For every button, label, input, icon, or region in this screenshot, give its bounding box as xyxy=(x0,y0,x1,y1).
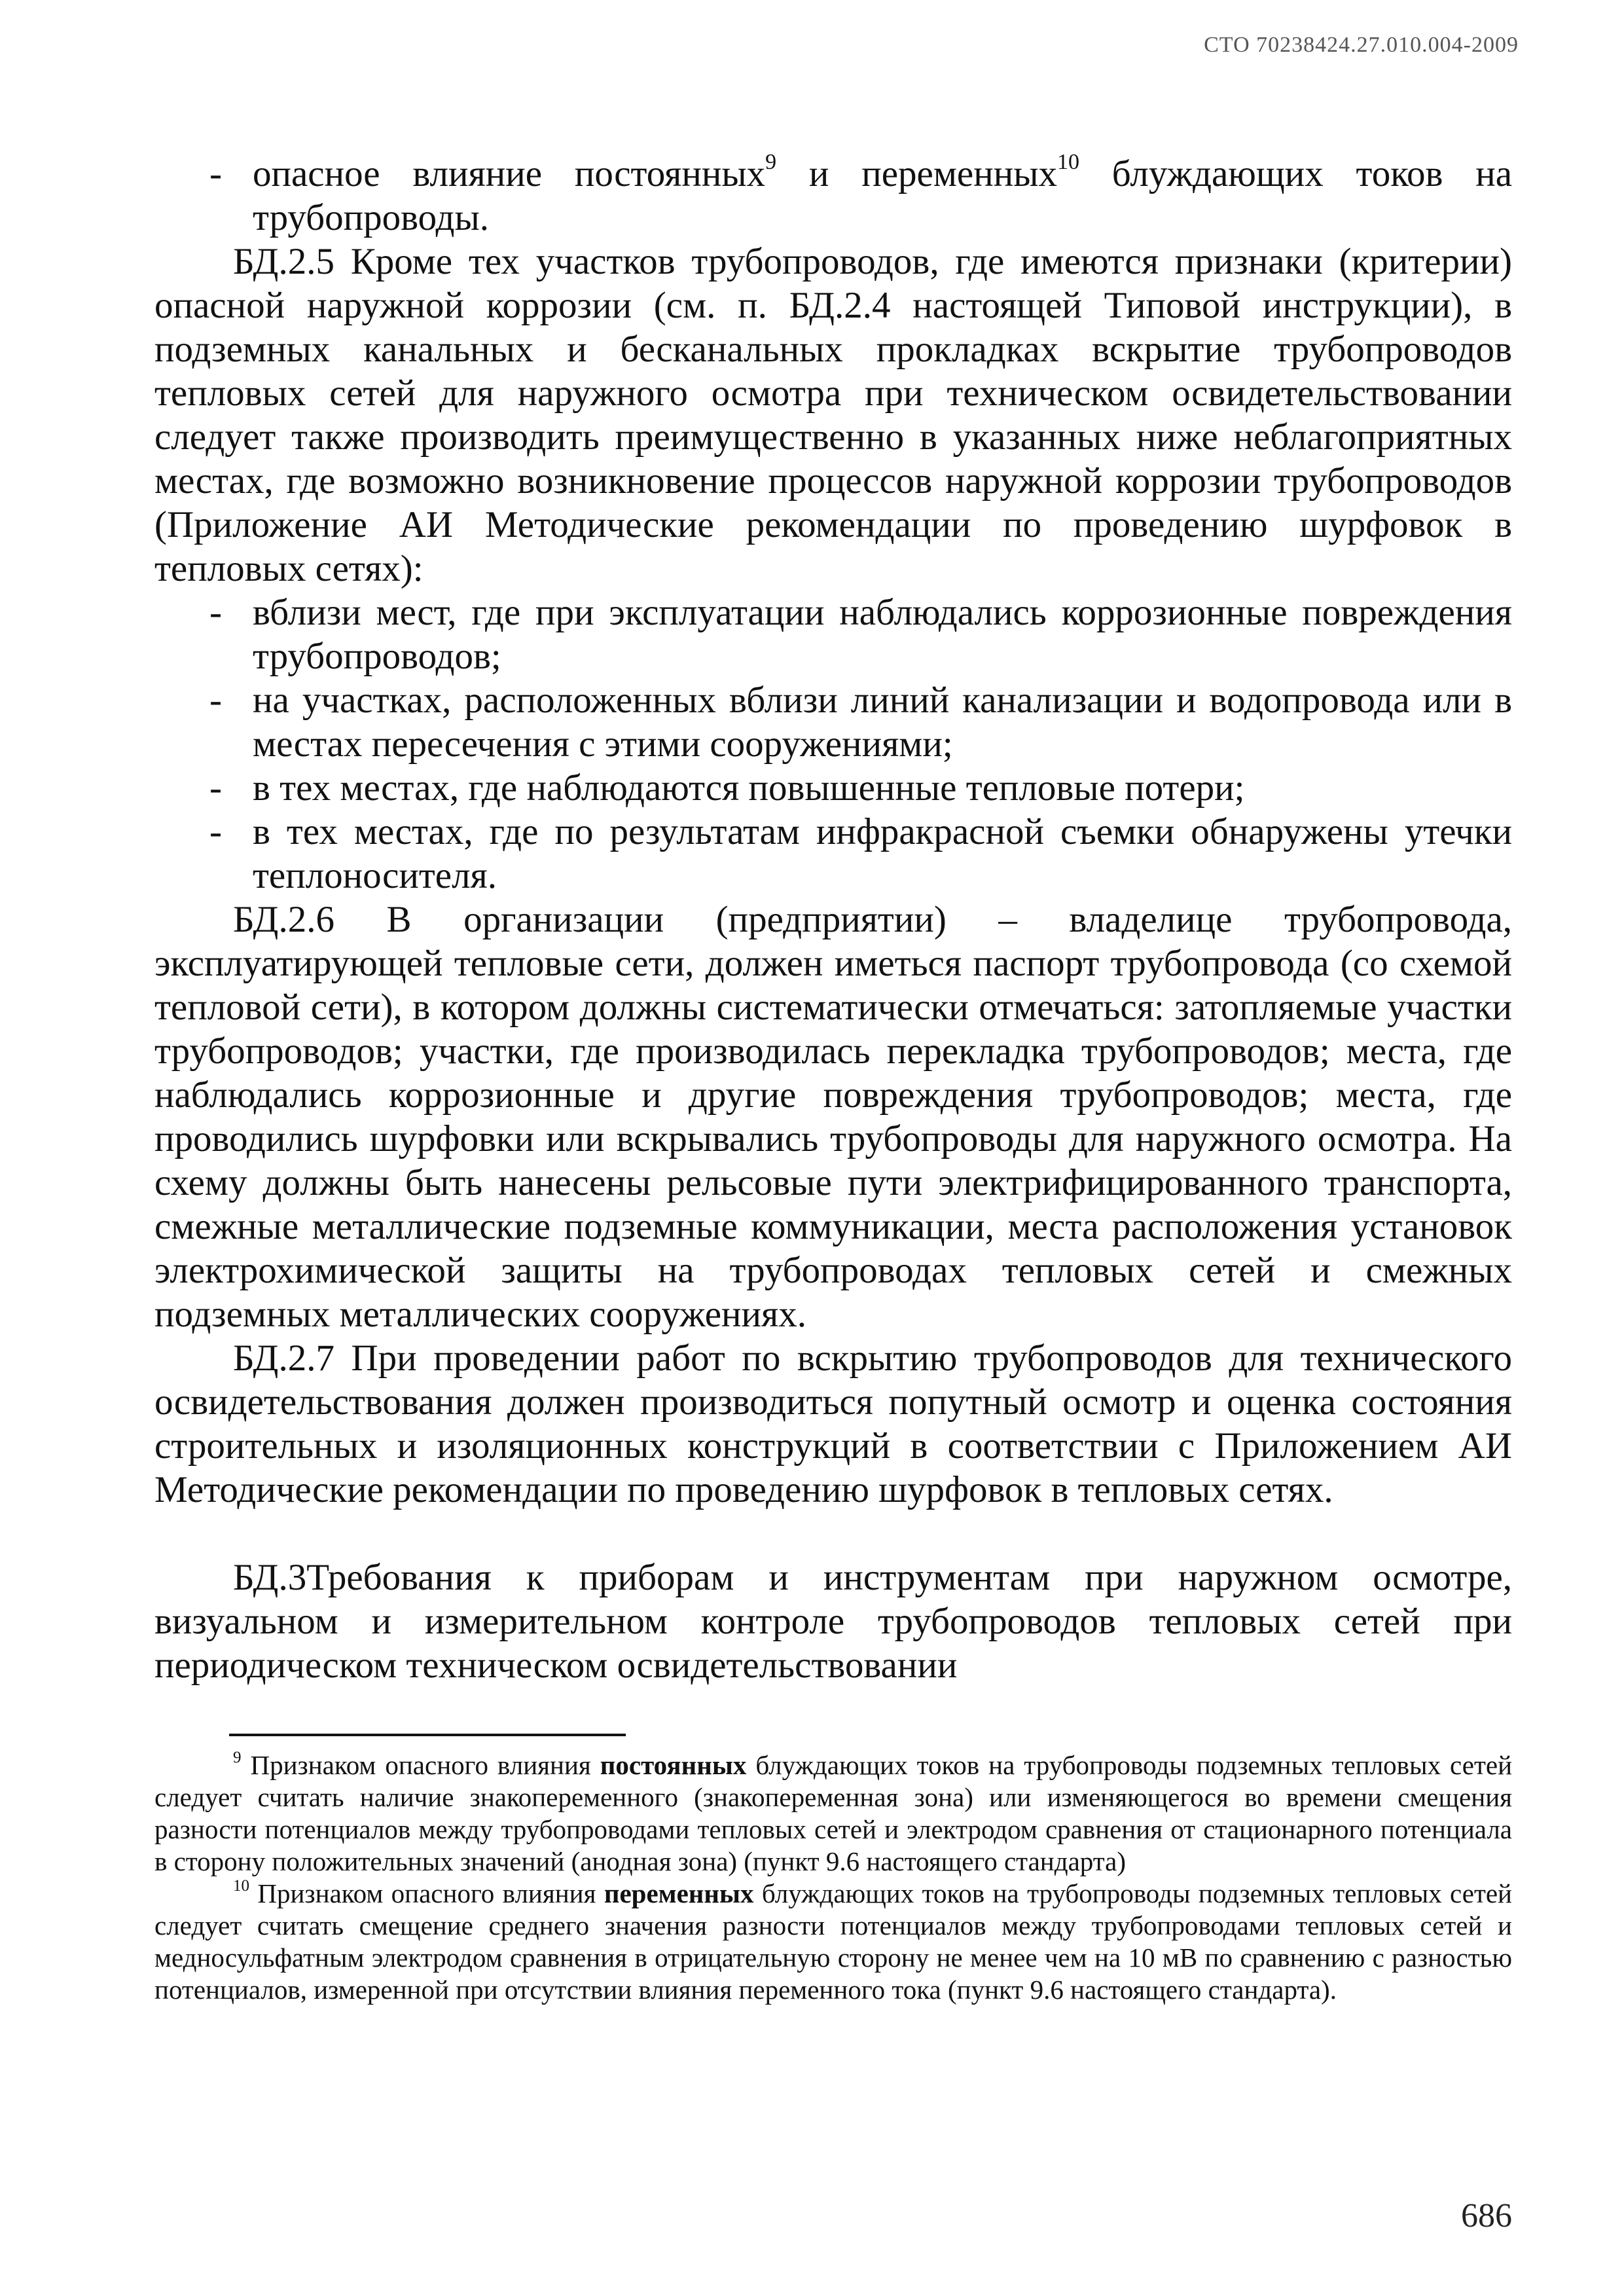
list-item xyxy=(154,591,1512,678)
footnote-number: 10 xyxy=(233,1877,249,1895)
footnote-ref-10[interactable]: 10 xyxy=(1057,150,1080,174)
footnote-bold-term: постоянных xyxy=(600,1750,747,1780)
list-dash: - xyxy=(209,811,222,852)
paragraph-gap xyxy=(154,1512,1512,1556)
footnote-text-pre: Признаком опасного влияния xyxy=(249,1878,604,1908)
list-dash: - xyxy=(209,592,222,633)
page-number: 686 xyxy=(1461,2197,1512,2234)
footnote-number: 9 xyxy=(233,1749,242,1766)
list-item-text: в тех местах, где наблюдаются повышенные тепловые потери; xyxy=(253,767,1245,809)
section-heading-bd-3: БД.3Требования к приборам и инструментам при наружном осмотре, визуальном и измерительном контроле трубопроводов тепловых сетей при периодическом техническом освидетельствовании xyxy=(154,1557,1512,1686)
footnote-ref-9[interactable]: 9 xyxy=(765,150,777,174)
list-dash: - xyxy=(209,680,222,721)
main-text xyxy=(154,152,1512,1687)
item-text-mid: и переменных xyxy=(776,153,1058,194)
footnotes xyxy=(154,1749,1512,2006)
list-item-text: в тех местах, где по результатам инфракрасной съемки обнаружены утечки теплоносителя. xyxy=(253,811,1512,896)
list-item-text: вблизи мест, где при эксплуатации наблюдались коррозионные повреждения трубопроводов; xyxy=(253,592,1512,677)
list-item-stray-currents xyxy=(154,152,1512,240)
footnote-text-pre: Признаком опасного влияния xyxy=(241,1750,600,1780)
footnote-bold-term: переменных xyxy=(604,1878,754,1908)
footnote-text-post: блуждающих токов на трубопроводы подземных тепловых сетей следует считать наличие знакопеременного (знакопеременная зона) или изменяющегося во времени смещения разности потенциалов между трубопроводами тепловых сетей и электродом сравнения от стационарного потенциала в сторону положительных значений (анодная зона) (пункт 9.6 настоящего стандарта) xyxy=(154,1750,1513,1876)
paragraph-bd-2-7: БД.2.7 При проведении работ по вскрытию трубопроводов для технического освидетельствования должен производиться попутный осмотр и оценка состояния строительных и изоляционных конструкций в соответствии с Приложением АИ Методические рекомендации по проведению шурфовок в тепловых сетях. xyxy=(154,1338,1512,1510)
list-item xyxy=(154,678,1512,766)
list-dash: - xyxy=(209,767,222,809)
item-text-post: блуждающих токов на трубопроводы. xyxy=(253,153,1513,238)
item-text-pre: опасное влияние постоянных xyxy=(253,153,766,194)
footnote-text-post: блуждающих токов на трубопроводы подземных тепловых сетей следует считать смещение среднего значения разности потенциалов между трубопроводами тепловых сетей и медносульфатным электродом сравнения в отрицательную сторону не менее чем на 10 мВ по сравнению с разностью потенциалов, измеренной при отсутствии влияния переменного тока (пункт 9.6 настоящего стандарта). xyxy=(154,1878,1513,2005)
list-item xyxy=(154,810,1512,898)
footnote-9 xyxy=(154,1749,1512,1878)
paragraph-bd-2-6: БД.2.6 В организации (предприятии) – владелице трубопровода, эксплуатирующей тепловые сети, должен иметься паспорт трубопровода (со схемой тепловой сети), в котором должны систематически отмечаться: затопляемые участки трубопроводов; участки, где производилась перекладка трубопроводов; места, где наблюдались коррозионные и другие повреждения трубопроводов; места, где проводились шурфовки или вскрывались трубопроводы для наружного осмотра. На схему должны быть нанесены рельсовые пути электрифицированного транспорта, смежные металлические подземные коммуникации, места расположения установок электрохимической защиты на трубопроводах тепловых сетей и смежных подземных металлических сооружениях. xyxy=(154,899,1512,1335)
list-item-text: на участках, расположенных вблизи линий канализации и водопровода или в местах пересечения с этими сооружениями; xyxy=(253,680,1512,765)
footnote-separator xyxy=(229,1734,626,1736)
document-code-header: СТО 70238424.27.010.004-2009 xyxy=(1204,33,1519,57)
footnote-10 xyxy=(154,1878,1512,2006)
list-item xyxy=(154,766,1512,810)
list-dash: - xyxy=(209,153,222,194)
paragraph-bd-2-5: БД.2.5 Кроме тех участков трубопроводов, где имеются признаки (критерии) опасной наружной коррозии (см. п. БД.2.4 настоящей Типовой инструкции), в подземных канальных и бесканальных прокладках вскрытие трубопроводов тепловых сетей для наружного осмотра при техническом освидетельствовании следует также производить преимущественно в указанных ниже неблагоприятных местах, где возможно возникновение процессов наружной коррозии трубопроводов (Приложение АИ Методические рекомендации по проведению шурфовок в тепловых сетях): xyxy=(154,241,1512,589)
